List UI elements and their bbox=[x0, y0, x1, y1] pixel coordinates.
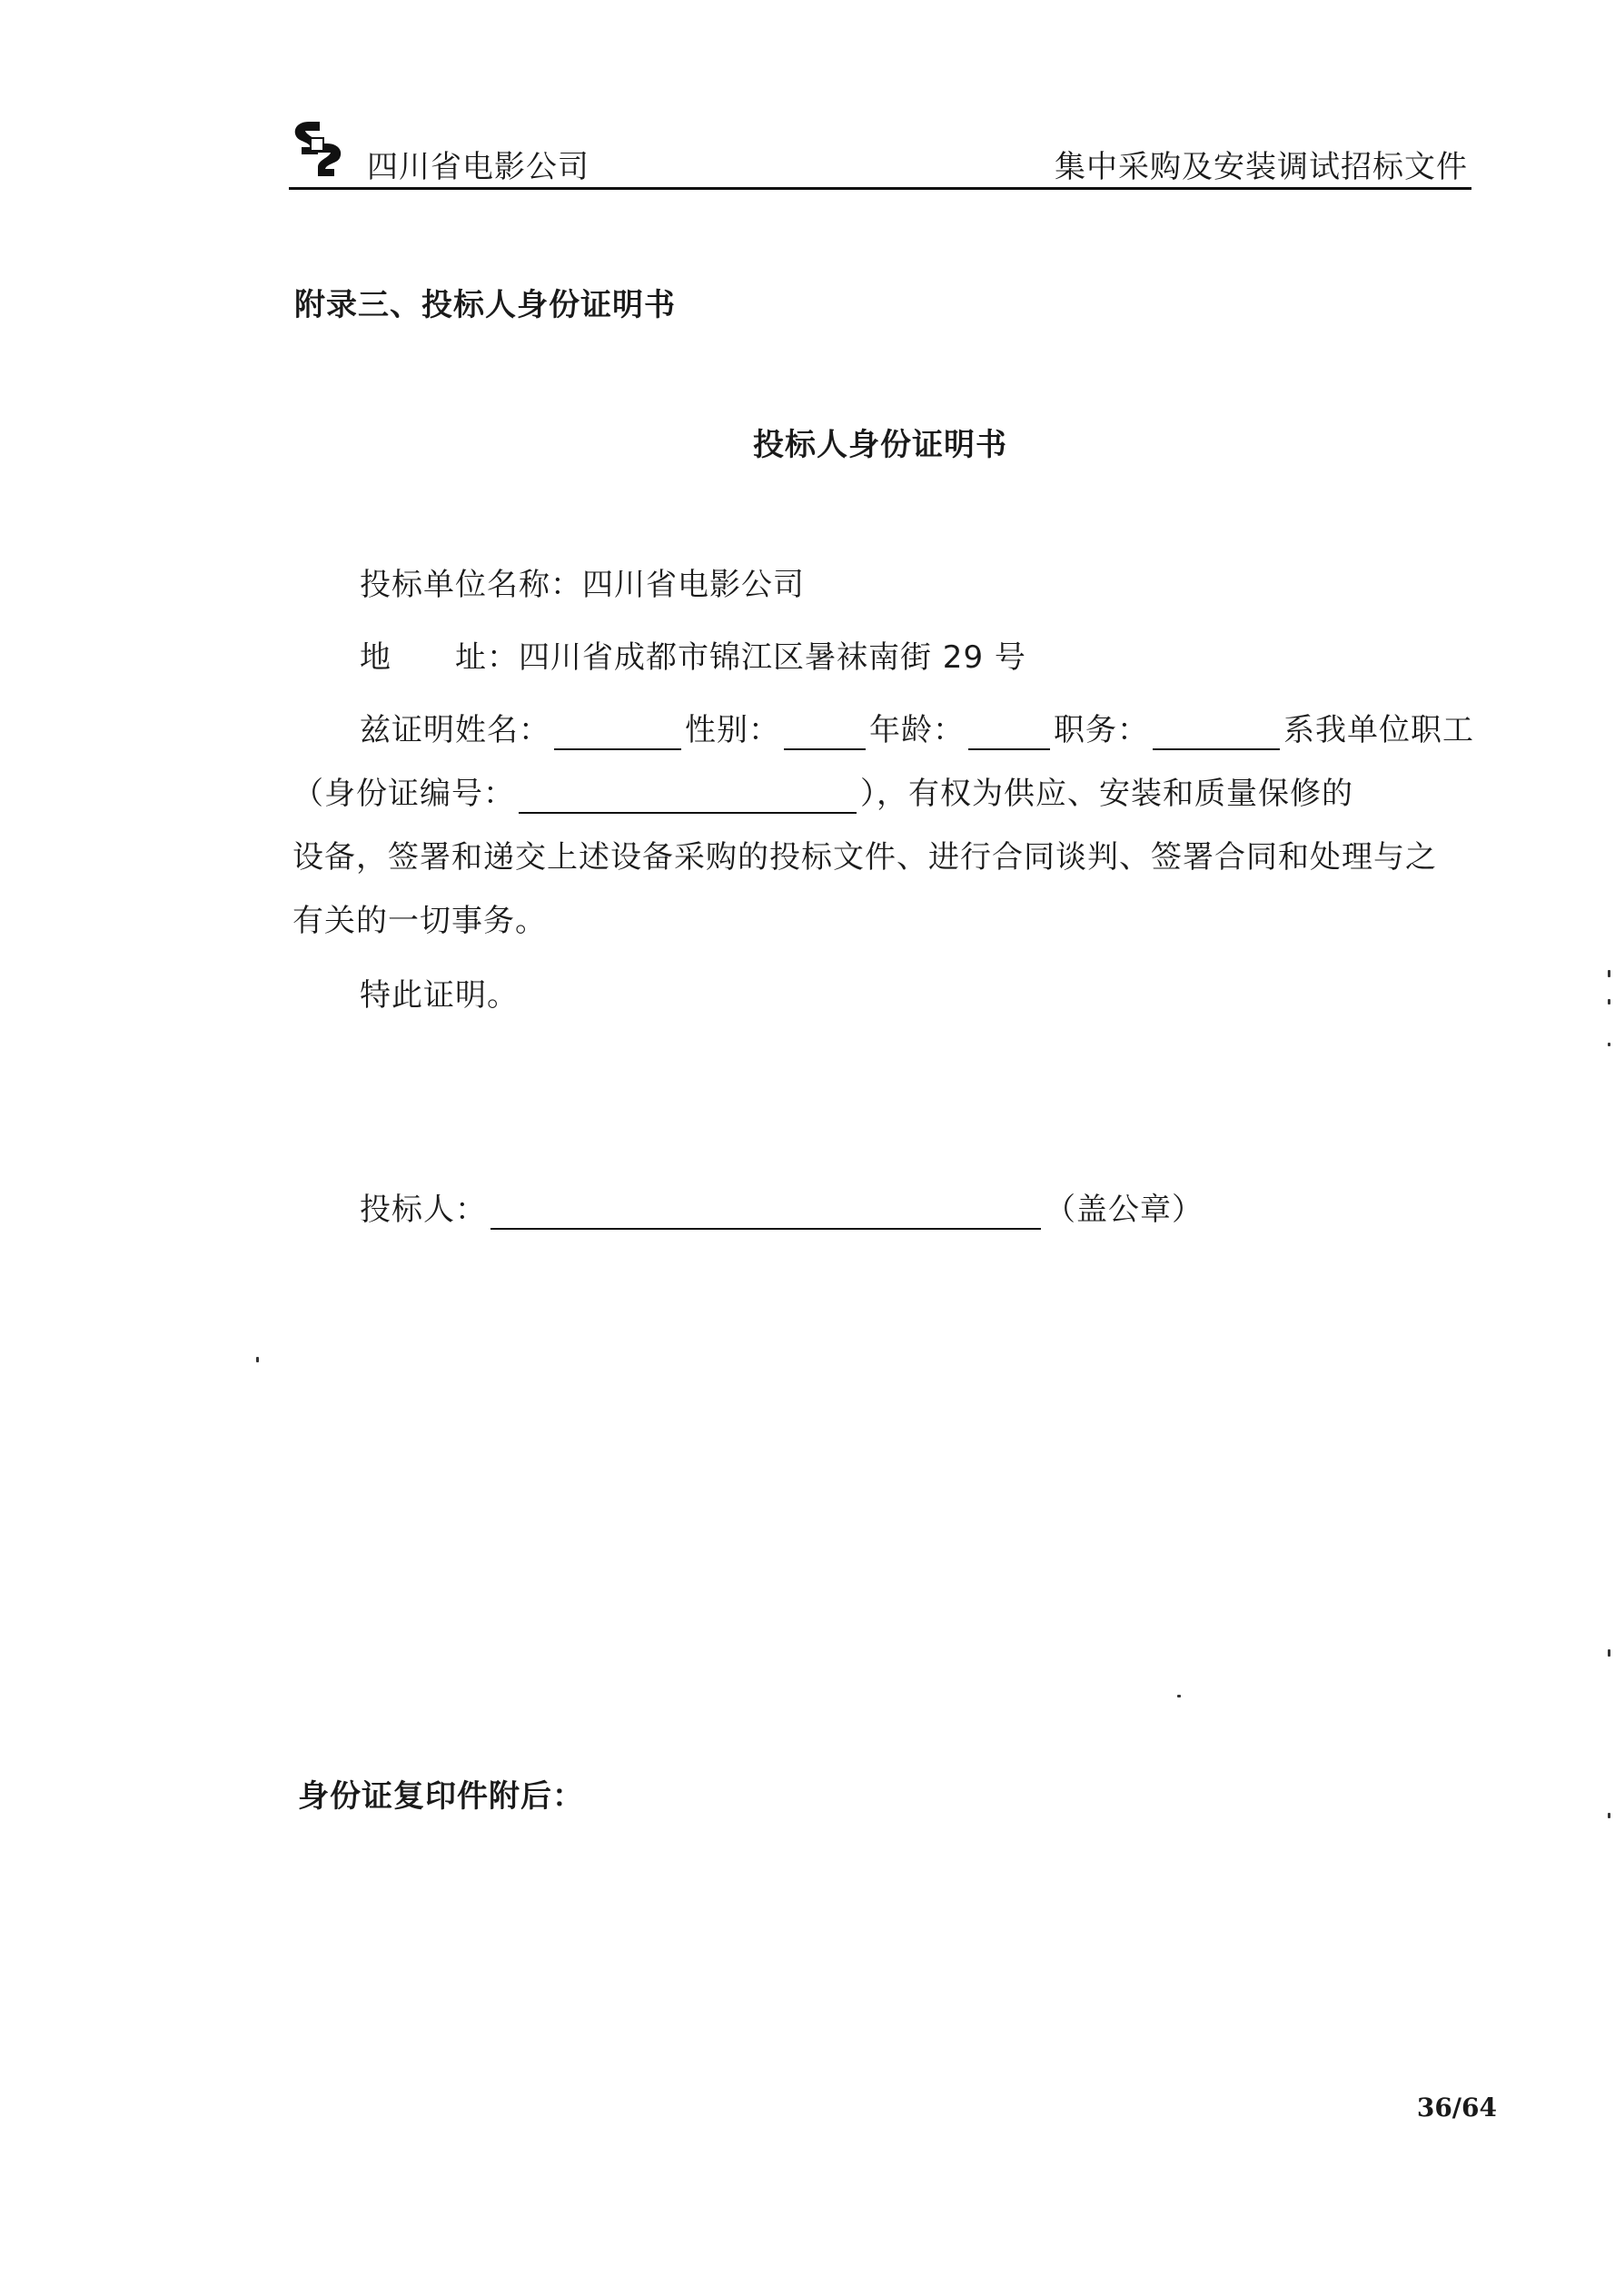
body-line-1 bbox=[360, 710, 1474, 750]
scan-speck bbox=[256, 1357, 259, 1362]
page-number: 36/64 bbox=[1416, 2093, 1497, 2123]
body-line-4: 有关的一切事务。 bbox=[292, 903, 547, 939]
company-name: 四川省电影公司 bbox=[367, 149, 590, 185]
page-header bbox=[289, 118, 1471, 189]
age-blank[interactable] bbox=[968, 716, 1050, 750]
appendix-heading: 附录三、投标人身份证明书 bbox=[294, 287, 676, 323]
company-logo-icon bbox=[289, 118, 347, 180]
certificate-title-wrap bbox=[0, 420, 1615, 464]
position-label: 职务： bbox=[1054, 712, 1149, 748]
closing-text: 特此证明。 bbox=[360, 977, 519, 1014]
body-line-2 bbox=[292, 774, 1353, 814]
address-label-2: 址： bbox=[455, 639, 519, 676]
scan-speck bbox=[1608, 1649, 1610, 1657]
unit-name-line bbox=[360, 565, 805, 605]
certificate-title: 投标人身份证明书 bbox=[753, 427, 1007, 463]
name-blank[interactable] bbox=[554, 716, 681, 750]
unit-name-label: 投标单位名称： bbox=[360, 567, 582, 603]
address-label-1: 地 bbox=[360, 639, 391, 676]
gender-blank[interactable] bbox=[784, 716, 866, 750]
authority-text: ），有权为供应、安装和质量保修的 bbox=[860, 776, 1353, 812]
address-line bbox=[360, 638, 1026, 678]
document-title: 集中采购及安装调试招标文件 bbox=[1055, 149, 1468, 185]
body-line-3: 设备，签署和递交上述设备采购的投标文件、进行合同谈判、签署合同和处理与之 bbox=[292, 839, 1437, 876]
scan-speck bbox=[1608, 1043, 1610, 1046]
employee-text: 系我单位职工 bbox=[1283, 712, 1474, 748]
position-blank[interactable] bbox=[1153, 716, 1280, 750]
id-number-label: （身份证编号： bbox=[292, 776, 515, 812]
bidder-blank[interactable] bbox=[490, 1195, 1041, 1230]
scan-speck bbox=[1608, 999, 1610, 1004]
name-label: 兹证明姓名： bbox=[360, 712, 550, 748]
unit-name-value: 四川省电影公司 bbox=[582, 567, 805, 603]
header-divider bbox=[289, 187, 1471, 190]
bidder-label: 投标人： bbox=[360, 1192, 487, 1228]
scan-speck bbox=[1177, 1695, 1181, 1697]
address-value: 四川省成都市锦江区暑袜南街 29 号 bbox=[519, 639, 1026, 676]
id-copy-note: 身份证复印件附后： bbox=[298, 1778, 584, 1815]
signature-line bbox=[360, 1190, 1204, 1230]
scan-speck bbox=[1608, 970, 1610, 977]
scan-speck bbox=[1608, 1813, 1610, 1818]
seal-note: （盖公章） bbox=[1045, 1192, 1204, 1228]
gender-label: 性别： bbox=[685, 712, 780, 748]
id-number-blank[interactable] bbox=[519, 779, 857, 814]
age-label: 年龄： bbox=[869, 712, 965, 748]
